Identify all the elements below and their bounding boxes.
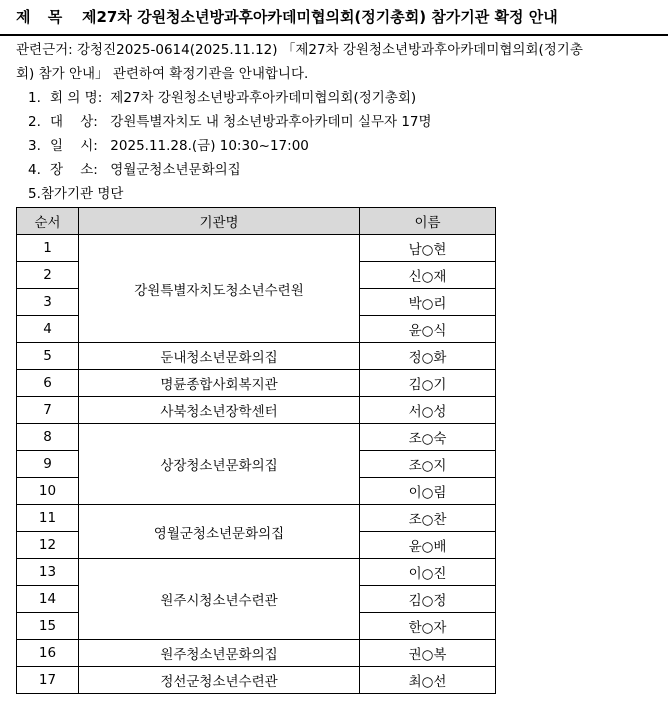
cell-order: 15 <box>17 613 79 640</box>
header-order: 순서 <box>17 208 79 235</box>
cell-name: 정○화 <box>360 343 496 370</box>
info-item-datetime <box>16 134 666 158</box>
table-row <box>17 667 496 694</box>
cell-order: 12 <box>17 532 79 559</box>
cell-order: 14 <box>17 586 79 613</box>
cell-name: 한○자 <box>360 613 496 640</box>
cell-organization: 영월군청소년문화의집 <box>79 505 360 559</box>
cell-organization: 정선군청소년수련관 <box>79 667 360 694</box>
table-row <box>17 424 496 451</box>
table-header-row <box>17 208 496 235</box>
cell-order: 6 <box>17 370 79 397</box>
participant-table <box>16 207 496 694</box>
cell-name: 윤○식 <box>360 316 496 343</box>
cell-name: 조○지 <box>360 451 496 478</box>
table-row <box>17 235 496 262</box>
table-row <box>17 505 496 532</box>
cell-order: 9 <box>17 451 79 478</box>
cell-organization: 상장청소년문화의집 <box>79 424 360 505</box>
cell-name: 서○성 <box>360 397 496 424</box>
cell-name: 신○재 <box>360 262 496 289</box>
item-key: 대 상: <box>50 114 98 130</box>
document-title-bar <box>0 0 668 36</box>
cell-order: 10 <box>17 478 79 505</box>
table-row <box>17 370 496 397</box>
item-number: 3. <box>28 138 41 154</box>
cell-order: 2 <box>17 262 79 289</box>
cell-order: 13 <box>17 559 79 586</box>
cell-name: 김○기 <box>360 370 496 397</box>
cell-organization: 사북청소년장학센터 <box>79 397 360 424</box>
cell-order: 8 <box>17 424 79 451</box>
table-row <box>17 343 496 370</box>
cell-organization: 원주시청소년수련관 <box>79 559 360 640</box>
table-row <box>17 640 496 667</box>
cell-order: 4 <box>17 316 79 343</box>
cell-organization: 명륜종합사회복지관 <box>79 370 360 397</box>
cell-name: 권○복 <box>360 640 496 667</box>
cell-name: 김○정 <box>360 586 496 613</box>
table-row <box>17 397 496 424</box>
item-value: 영월군청소년문화의집 <box>110 162 241 178</box>
cell-name: 박○리 <box>360 289 496 316</box>
cell-order: 11 <box>17 505 79 532</box>
item-number: 4. <box>28 162 41 178</box>
list-heading-text: 5.참가기관 명단 <box>28 186 124 202</box>
cell-organization: 강원특별자치도청소년수련원 <box>79 235 360 343</box>
item-value: 2025.11.28.(금) 10:30~17:00 <box>110 138 309 154</box>
list-heading <box>16 182 666 206</box>
cell-order: 17 <box>17 667 79 694</box>
item-key: 일 시: <box>50 138 98 154</box>
item-value: 제27차 강원청소년방과후아카데미협의회(정기총회) <box>110 90 417 106</box>
document-title: 제27차 강원청소년방과후아카데미협의회(정기총회) 참가기관 확정 안내 <box>82 8 558 26</box>
cell-name: 이○림 <box>360 478 496 505</box>
item-number: 2. <box>28 114 41 130</box>
cell-order: 5 <box>17 343 79 370</box>
info-item-target <box>16 110 666 134</box>
info-item-venue <box>16 158 666 182</box>
title-label: 제 목 <box>16 8 63 26</box>
table-row <box>17 559 496 586</box>
item-value: 강원특별자치도 내 청소년방과후아카데미 실무자 17명 <box>110 114 432 130</box>
reference-line-1: 관련근거: 강청진2025-0614(2025.11.12) 「제27차 강원청소년방과후아카데미협의회(정기총 <box>16 42 583 58</box>
cell-organization: 둔내청소년문화의집 <box>79 343 360 370</box>
header-name: 이름 <box>360 208 496 235</box>
reference-line-2: 회) 참가 안내」 관련하여 확정기관을 안내합니다. <box>16 66 309 82</box>
cell-order: 1 <box>17 235 79 262</box>
cell-order: 16 <box>17 640 79 667</box>
cell-name: 조○숙 <box>360 424 496 451</box>
cell-organization: 원주청소년문화의집 <box>79 640 360 667</box>
table-body <box>17 235 496 694</box>
cell-name: 남○현 <box>360 235 496 262</box>
cell-name: 이○진 <box>360 559 496 586</box>
item-key: 회 의 명: <box>50 90 103 106</box>
cell-order: 3 <box>17 289 79 316</box>
item-key: 장 소: <box>50 162 98 178</box>
cell-name: 조○찬 <box>360 505 496 532</box>
document-body <box>16 38 666 206</box>
header-organization: 기관명 <box>79 208 360 235</box>
cell-name: 최○선 <box>360 667 496 694</box>
item-number: 1. <box>28 90 41 106</box>
info-item-meeting-name <box>16 86 666 110</box>
cell-order: 7 <box>17 397 79 424</box>
cell-name: 윤○배 <box>360 532 496 559</box>
